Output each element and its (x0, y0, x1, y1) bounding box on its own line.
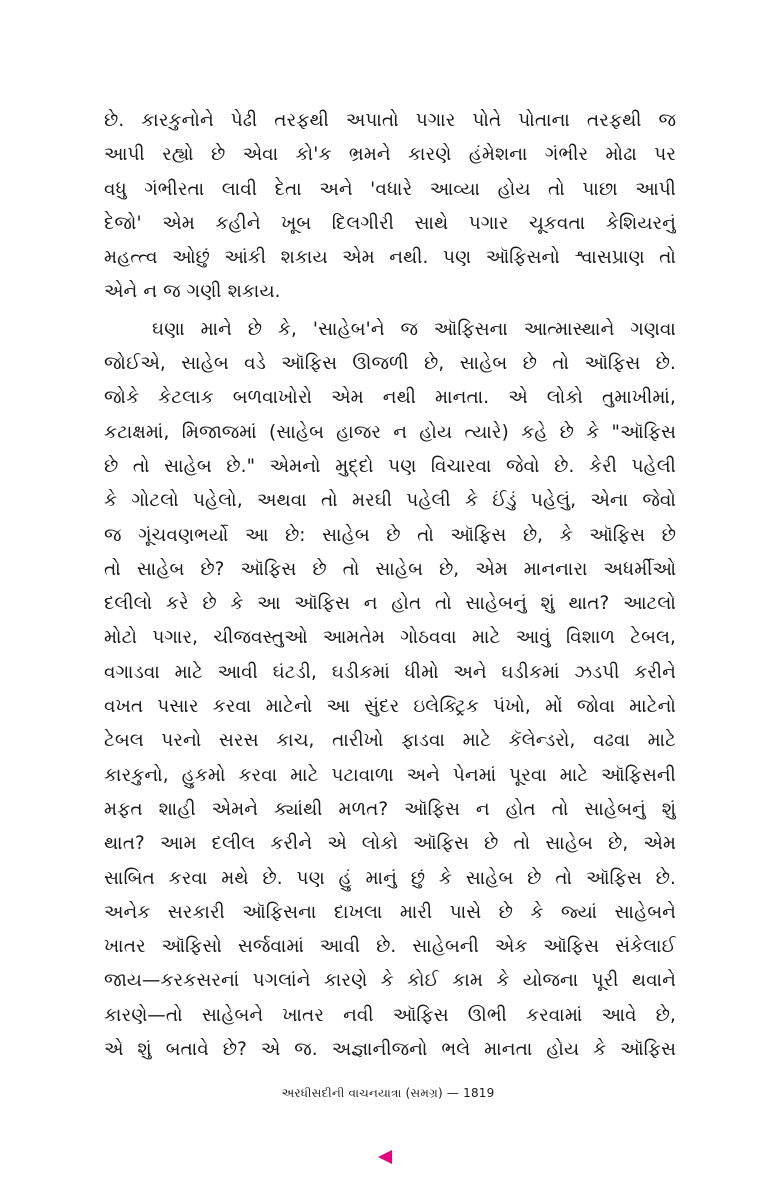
text-line: મફત શાહી એમને ક્યાંથી મળત? ઑફિસ ન હોત તો સાહેબનું શું (104, 798, 676, 820)
text-line: જાય—કરકસરનાં પગલાંને કારણે કે કોઈ કામ કે યોજના પૂરી થવાને (104, 970, 676, 992)
text-line: વખત પસાર કરવા માટેનો આ સુંદર ઇલેક્ટ્રિક પંખો, મોં જોવા માટેનો (104, 696, 676, 718)
page-number: 1819 (463, 1086, 495, 1100)
text-line: અનેક સરકારી ઑફિસના દાખલા મારી પાસે છે કે જ્યાં સાહેબને (104, 901, 676, 923)
text-line: ઘણા માને છે કે, 'સાહેબ'ને જ ઑફિસના આત્માસ્થાને ગણવા (152, 318, 676, 340)
text-line: કારણે—તો સાહેબને ખાતર નવી ઑફિસ ઊભી કરવામાં આવે છે, (104, 1004, 676, 1026)
text-line: જોઈએ, સાહેબ વડે ઑફિસ ઊજળી છે, સાહેબ છે તો ઑફિસ છે. (104, 353, 676, 375)
text-line: ટેબલ પરનો સરસ કાચ, તારીખો ફાડવા માટે કૅલેન્ડરો, વઢવા માટે (104, 730, 676, 752)
text-line: છે તો સાહેબ છે." એમનો મુદ્દો પણ વિચારવા જેવો છે. કેરી પહેલી (104, 455, 676, 477)
text-line: દેજો' એમ કહીને ખૂબ દિલગીરી સાથે પગાર ચૂકવતા કેશિયરનું (104, 212, 676, 234)
footer-separator: — (446, 1086, 460, 1100)
footer-book-title: અરધીસદીની વાચનયાત્રા (સમગ્ર) (281, 1086, 443, 1100)
text-line: જ ગૂંચવણભર્યો આ છે: સાહેબ છે તો ઑફિસ છે, કે ઑફિસ છે (104, 524, 676, 546)
text-line: તો સાહેબ છે? ઑફિસ છે તો સાહેબ છે, એમ માનનારા અધર્મીઓ (104, 558, 676, 580)
text-line: સાબિત કરવા મથે છે. પણ હું માનું છું કે સાહેબ છે તો ઑફિસ છે. (104, 867, 676, 889)
text-line: ખાતર ઑફિસો સર્જવામાં આવી છે. સાહેબની એક ઑફિસ સંકેલાઈ (104, 936, 676, 958)
body-text (104, 104, 676, 1067)
page-footer (0, 1086, 776, 1101)
text-line: કટાક્ષમાં, મિજાજમાં (સાહેબ હાજર ન હોય ત્યારે) કહે છે કે "ઑફિસ (104, 421, 676, 443)
text-line: મોટો પગાર, ચીજવસ્તુઓ આમતેમ ગોઠવવા માટે આવું વિશાળ ટેબલ, (104, 627, 676, 649)
text-line: કે ગોટલો પહેલો, અથવા તો મરઘી પહેલી કે ઈંડું પહેલું, એના જેવો (104, 490, 676, 512)
text-line: દલીલો કરે છે કે આ ઑફિસ ન હોત તો સાહેબનું શું થાત? આટલો (104, 593, 676, 615)
previous-page-triangle-left-icon[interactable] (378, 1150, 392, 1164)
text-line: કારકુનો, હુકમો કરવા માટે પટાવાળા અને પેનમાં પૂરવા માટે ઑફિસની (104, 764, 676, 786)
text-line: વગાડવા માટે આવી ઘંટડી, ઘડીકમાં ધીમો અને ઘડીકમાં ઝડપી કરીને (104, 661, 676, 683)
text-line: મહત્ત્વ ઓછું આંકી શકાય એમ નથી. પણ ઑફિસનો શ્વાસપ્રાણ તો (104, 247, 676, 269)
text-line: એ શું બતાવે છે? એ જ. અજ્ઞાનીજનો ભલે માનતા હોય કે ઑફિસ (104, 1039, 676, 1061)
text-line: આપી રહ્યો છે એવા કો'ક ભ્રમને કારણે હંમેશના ગંભીર મોઢા પર (104, 144, 676, 166)
paragraph-1 (104, 104, 676, 310)
text-line: એને ન જ ગણી શકાય. (104, 281, 281, 303)
text-line: છે. કારકુનોને પેઢી તરફથી અપાતો પગાર પોતે પોતાના તરફથી જ (104, 110, 676, 131)
text-line: વધુ ગંભીરતા લાવી દેતા અને 'વધારે આવ્યા હોય તો પાછા આપી (104, 178, 676, 200)
text-line: થાત? આમ દલીલ કરીને એ લોકો ઑફિસ છે તો સાહેબ છે, એમ (104, 833, 676, 855)
paragraph-2 (104, 313, 676, 1068)
text-line: જોકે કેટલાક બળવાખોરો એમ નથી માનતા. એ લોકો તુમાખીમાં, (104, 387, 676, 409)
